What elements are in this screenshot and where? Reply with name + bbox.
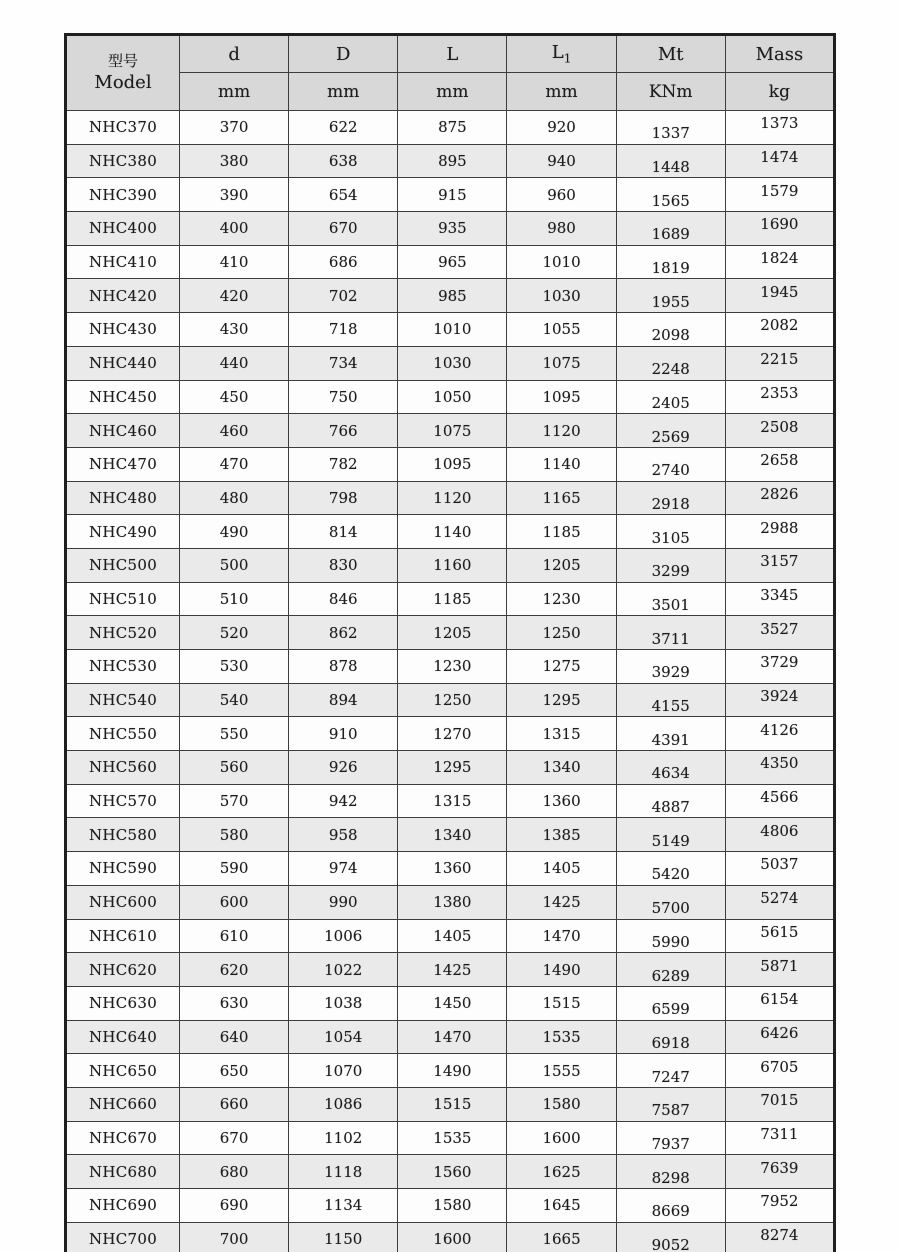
cell-D: 894 — [289, 683, 398, 717]
cell-model: NHC400 — [66, 212, 180, 246]
cell-model: NHC450 — [66, 380, 180, 414]
cell-d: 580 — [180, 818, 289, 852]
table-row — [66, 751, 835, 785]
cell-model: NHC700 — [66, 1222, 180, 1252]
header-row-labels — [66, 35, 835, 73]
spec-table-container — [64, 33, 836, 1252]
cell-d: 640 — [180, 1020, 289, 1054]
cell-D: 1038 — [289, 986, 398, 1020]
cell-d: 390 — [180, 178, 289, 212]
cell-L1: 980 — [507, 212, 616, 246]
cell-d: 420 — [180, 279, 289, 313]
cell-L1: 1315 — [507, 717, 616, 751]
table-row — [66, 212, 835, 246]
cell-D: 638 — [289, 144, 398, 178]
cell-Mt: 8298 — [616, 1155, 725, 1189]
cell-D: 910 — [289, 717, 398, 751]
cell-L1: 1665 — [507, 1222, 616, 1252]
cell-Mt: 1448 — [616, 144, 725, 178]
cell-d: 660 — [180, 1087, 289, 1121]
cell-Mass: 6426 — [725, 1020, 834, 1054]
cell-d: 430 — [180, 313, 289, 347]
cell-model: NHC590 — [66, 852, 180, 886]
table-row — [66, 1054, 835, 1088]
cell-D: 1086 — [289, 1087, 398, 1121]
cell-d: 440 — [180, 346, 289, 380]
cell-Mass: 3345 — [725, 582, 834, 616]
table-row — [66, 953, 835, 987]
cell-L1: 1140 — [507, 447, 616, 481]
cell-model: NHC620 — [66, 953, 180, 987]
cell-L: 1425 — [398, 953, 507, 987]
cell-D: 830 — [289, 548, 398, 582]
cell-Mass: 5615 — [725, 919, 834, 953]
cell-model: NHC500 — [66, 548, 180, 582]
cell-L1: 1230 — [507, 582, 616, 616]
table-row — [66, 784, 835, 818]
cell-Mass: 5871 — [725, 953, 834, 987]
table-row — [66, 1155, 835, 1189]
cell-D: 1134 — [289, 1189, 398, 1223]
cell-Mt: 1819 — [616, 245, 725, 279]
cell-d: 500 — [180, 548, 289, 582]
cell-L1: 1275 — [507, 650, 616, 684]
cell-d: 590 — [180, 852, 289, 886]
unit-Mt: KNm — [616, 73, 725, 111]
cell-Mass: 5037 — [725, 852, 834, 886]
cell-D: 958 — [289, 818, 398, 852]
cell-Mt: 3299 — [616, 548, 725, 582]
cell-L1: 1055 — [507, 313, 616, 347]
cell-Mass: 4566 — [725, 784, 834, 818]
cell-L: 1535 — [398, 1121, 507, 1155]
cell-D: 766 — [289, 414, 398, 448]
cell-D: 702 — [289, 279, 398, 313]
cell-d: 670 — [180, 1121, 289, 1155]
cell-Mt: 2569 — [616, 414, 725, 448]
cell-Mt: 3929 — [616, 650, 725, 684]
cell-L1: 1555 — [507, 1054, 616, 1088]
cell-Mass: 2082 — [725, 313, 834, 347]
table-row — [66, 380, 835, 414]
cell-L: 935 — [398, 212, 507, 246]
cell-D: 1102 — [289, 1121, 398, 1155]
cell-D: 942 — [289, 784, 398, 818]
cell-D: 654 — [289, 178, 398, 212]
cell-L1: 1490 — [507, 953, 616, 987]
cell-model: NHC370 — [66, 111, 180, 145]
cell-Mt: 4391 — [616, 717, 725, 751]
table-row — [66, 245, 835, 279]
cell-Mass: 3157 — [725, 548, 834, 582]
cell-Mass: 1373 — [725, 111, 834, 145]
cell-L1: 1120 — [507, 414, 616, 448]
cell-Mass: 4806 — [725, 818, 834, 852]
unit-D: mm — [289, 73, 398, 111]
cell-d: 610 — [180, 919, 289, 953]
table-row — [66, 919, 835, 953]
cell-L: 1050 — [398, 380, 507, 414]
cell-L: 1185 — [398, 582, 507, 616]
cell-D: 1070 — [289, 1054, 398, 1088]
cell-Mt: 9052 — [616, 1222, 725, 1252]
cell-d: 510 — [180, 582, 289, 616]
table-row — [66, 986, 835, 1020]
cell-model: NHC460 — [66, 414, 180, 448]
cell-L1: 1625 — [507, 1155, 616, 1189]
cell-model: NHC680 — [66, 1155, 180, 1189]
cell-Mass: 2658 — [725, 447, 834, 481]
unit-d: mm — [180, 73, 289, 111]
table-row — [66, 1222, 835, 1252]
table-row — [66, 111, 835, 145]
cell-L: 1600 — [398, 1222, 507, 1252]
cell-Mass: 1690 — [725, 212, 834, 246]
cell-Mass: 3729 — [725, 650, 834, 684]
cell-model: NHC610 — [66, 919, 180, 953]
cell-L1: 1185 — [507, 515, 616, 549]
unit-L: mm — [398, 73, 507, 111]
table-header — [66, 35, 835, 111]
cell-d: 630 — [180, 986, 289, 1020]
header-row-units — [66, 73, 835, 111]
cell-Mt: 4887 — [616, 784, 725, 818]
cell-Mt: 4634 — [616, 751, 725, 785]
cell-model: NHC510 — [66, 582, 180, 616]
cell-model: NHC630 — [66, 986, 180, 1020]
cell-d: 450 — [180, 380, 289, 414]
cell-Mt: 7587 — [616, 1087, 725, 1121]
unit-L1: mm — [507, 73, 616, 111]
table-row — [66, 717, 835, 751]
cell-model: NHC420 — [66, 279, 180, 313]
cell-Mt: 6289 — [616, 953, 725, 987]
cell-Mass: 1824 — [725, 245, 834, 279]
cell-D: 1150 — [289, 1222, 398, 1252]
cell-d: 370 — [180, 111, 289, 145]
cell-Mass: 2353 — [725, 380, 834, 414]
cell-L: 1230 — [398, 650, 507, 684]
cell-L: 1160 — [398, 548, 507, 582]
cell-model: NHC550 — [66, 717, 180, 751]
cell-L1: 1095 — [507, 380, 616, 414]
cell-Mt: 5700 — [616, 885, 725, 919]
table-row — [66, 447, 835, 481]
cell-model: NHC520 — [66, 616, 180, 650]
cell-L1: 1295 — [507, 683, 616, 717]
cell-Mt: 5149 — [616, 818, 725, 852]
cell-Mt: 1955 — [616, 279, 725, 313]
cell-L1: 1385 — [507, 818, 616, 852]
header-L: L — [398, 35, 507, 73]
cell-Mass: 7311 — [725, 1121, 834, 1155]
cell-Mt: 7247 — [616, 1054, 725, 1088]
unit-Mass: kg — [725, 73, 834, 111]
table-row — [66, 616, 835, 650]
cell-L: 1450 — [398, 986, 507, 1020]
cell-L: 985 — [398, 279, 507, 313]
header-L1-subscript: 1 — [563, 51, 572, 66]
cell-model: NHC600 — [66, 885, 180, 919]
cell-d: 540 — [180, 683, 289, 717]
table-row — [66, 279, 835, 313]
cell-d: 680 — [180, 1155, 289, 1189]
cell-model: NHC530 — [66, 650, 180, 684]
cell-model: NHC570 — [66, 784, 180, 818]
cell-L: 1205 — [398, 616, 507, 650]
cell-model: NHC670 — [66, 1121, 180, 1155]
cell-model: NHC560 — [66, 751, 180, 785]
cell-Mass: 3527 — [725, 616, 834, 650]
table-row — [66, 1087, 835, 1121]
cell-d: 520 — [180, 616, 289, 650]
table-row — [66, 414, 835, 448]
cell-d: 410 — [180, 245, 289, 279]
cell-Mass: 3924 — [725, 683, 834, 717]
table-row — [66, 885, 835, 919]
table-row — [66, 346, 835, 380]
cell-D: 718 — [289, 313, 398, 347]
cell-Mt: 5990 — [616, 919, 725, 953]
header-model-cn: 型号 — [107, 51, 138, 70]
cell-L: 1250 — [398, 683, 507, 717]
cell-Mass: 7639 — [725, 1155, 834, 1189]
cell-L: 1120 — [398, 481, 507, 515]
cell-model: NHC390 — [66, 178, 180, 212]
table-row — [66, 178, 835, 212]
cell-Mass: 4350 — [725, 751, 834, 785]
cell-L: 1140 — [398, 515, 507, 549]
cell-Mass: 5274 — [725, 885, 834, 919]
cell-D: 798 — [289, 481, 398, 515]
cell-model: NHC490 — [66, 515, 180, 549]
cell-L1: 1010 — [507, 245, 616, 279]
cell-Mt: 2740 — [616, 447, 725, 481]
cell-D: 878 — [289, 650, 398, 684]
cell-d: 560 — [180, 751, 289, 785]
cell-L: 1340 — [398, 818, 507, 852]
cell-Mt: 5420 — [616, 852, 725, 886]
cell-L: 1270 — [398, 717, 507, 751]
table-row — [66, 650, 835, 684]
cell-D: 990 — [289, 885, 398, 919]
cell-L: 1380 — [398, 885, 507, 919]
cell-D: 974 — [289, 852, 398, 886]
cell-D: 782 — [289, 447, 398, 481]
cell-L: 1515 — [398, 1087, 507, 1121]
cell-L: 915 — [398, 178, 507, 212]
cell-Mass: 2988 — [725, 515, 834, 549]
table-row — [66, 313, 835, 347]
header-Mt: Mt — [616, 35, 725, 73]
cell-d: 550 — [180, 717, 289, 751]
cell-L1: 960 — [507, 178, 616, 212]
cell-D: 1022 — [289, 953, 398, 987]
table-row — [66, 1020, 835, 1054]
header-d: d — [180, 35, 289, 73]
cell-D: 750 — [289, 380, 398, 414]
table-row — [66, 852, 835, 886]
table-row — [66, 1189, 835, 1223]
cell-Mt: 3501 — [616, 582, 725, 616]
cell-L: 1405 — [398, 919, 507, 953]
cell-D: 1054 — [289, 1020, 398, 1054]
cell-L1: 1580 — [507, 1087, 616, 1121]
cell-model: NHC440 — [66, 346, 180, 380]
cell-L: 1075 — [398, 414, 507, 448]
cell-d: 470 — [180, 447, 289, 481]
table-row — [66, 1121, 835, 1155]
cell-Mass: 1945 — [725, 279, 834, 313]
cell-D: 926 — [289, 751, 398, 785]
cell-Mass: 2215 — [725, 346, 834, 380]
cell-Mt: 1337 — [616, 111, 725, 145]
cell-L1: 1030 — [507, 279, 616, 313]
header-Mass: Mass — [725, 35, 834, 73]
cell-L: 1295 — [398, 751, 507, 785]
cell-model: NHC650 — [66, 1054, 180, 1088]
cell-L1: 1600 — [507, 1121, 616, 1155]
cell-Mt: 3105 — [616, 515, 725, 549]
cell-model: NHC380 — [66, 144, 180, 178]
table-row — [66, 582, 835, 616]
cell-model: NHC430 — [66, 313, 180, 347]
cell-Mt: 1689 — [616, 212, 725, 246]
cell-Mass: 1474 — [725, 144, 834, 178]
cell-L: 895 — [398, 144, 507, 178]
cell-model: NHC470 — [66, 447, 180, 481]
cell-D: 814 — [289, 515, 398, 549]
cell-d: 620 — [180, 953, 289, 987]
cell-L1: 1425 — [507, 885, 616, 919]
cell-L: 1560 — [398, 1155, 507, 1189]
cell-Mt: 2248 — [616, 346, 725, 380]
cell-L1: 1405 — [507, 852, 616, 886]
cell-model: NHC660 — [66, 1087, 180, 1121]
cell-D: 846 — [289, 582, 398, 616]
cell-Mt: 8669 — [616, 1189, 725, 1223]
table-row — [66, 548, 835, 582]
cell-model: NHC690 — [66, 1189, 180, 1223]
cell-d: 530 — [180, 650, 289, 684]
cell-d: 570 — [180, 784, 289, 818]
cell-d: 690 — [180, 1189, 289, 1223]
table-body — [66, 111, 835, 1252]
header-L1: $L_1$ — [507, 35, 616, 73]
table-row — [66, 683, 835, 717]
cell-Mass: 4126 — [725, 717, 834, 751]
cell-D: 670 — [289, 212, 398, 246]
cell-Mt: 2405 — [616, 380, 725, 414]
cell-D: 1006 — [289, 919, 398, 953]
cell-Mass: 2508 — [725, 414, 834, 448]
cell-L: 1580 — [398, 1189, 507, 1223]
cell-L: 1095 — [398, 447, 507, 481]
cell-L1: 920 — [507, 111, 616, 145]
table-row — [66, 515, 835, 549]
table-row — [66, 144, 835, 178]
cell-L1: 1645 — [507, 1189, 616, 1223]
cell-d: 600 — [180, 885, 289, 919]
cell-model: NHC580 — [66, 818, 180, 852]
header-model — [66, 35, 180, 111]
cell-L: 1030 — [398, 346, 507, 380]
cell-Mass: 1579 — [725, 178, 834, 212]
cell-Mt: 7937 — [616, 1121, 725, 1155]
table-row — [66, 818, 835, 852]
cell-model: NHC540 — [66, 683, 180, 717]
cell-L1: 1535 — [507, 1020, 616, 1054]
cell-L1: 1360 — [507, 784, 616, 818]
cell-Mt: 2918 — [616, 481, 725, 515]
cell-L: 1360 — [398, 852, 507, 886]
cell-L1: 1250 — [507, 616, 616, 650]
cell-D: 734 — [289, 346, 398, 380]
cell-L1: 1205 — [507, 548, 616, 582]
cell-Mass: 2826 — [725, 481, 834, 515]
cell-Mass: 7015 — [725, 1087, 834, 1121]
header-model-en: Model — [94, 71, 152, 93]
cell-d: 650 — [180, 1054, 289, 1088]
cell-D: 862 — [289, 616, 398, 650]
cell-Mass: 8274 — [725, 1222, 834, 1252]
cell-L1: 1165 — [507, 481, 616, 515]
cell-L1: 1470 — [507, 919, 616, 953]
cell-Mt: 1565 — [616, 178, 725, 212]
cell-L: 965 — [398, 245, 507, 279]
cell-d: 700 — [180, 1222, 289, 1252]
cell-d: 480 — [180, 481, 289, 515]
cell-D: 622 — [289, 111, 398, 145]
cell-d: 490 — [180, 515, 289, 549]
cell-model: NHC640 — [66, 1020, 180, 1054]
cell-Mt: 2098 — [616, 313, 725, 347]
cell-L1: 1075 — [507, 346, 616, 380]
cell-L: 1010 — [398, 313, 507, 347]
cell-D: 1118 — [289, 1155, 398, 1189]
cell-L: 1470 — [398, 1020, 507, 1054]
cell-L1: 1340 — [507, 751, 616, 785]
cell-model: NHC480 — [66, 481, 180, 515]
cell-d: 380 — [180, 144, 289, 178]
cell-Mt: 6918 — [616, 1020, 725, 1054]
cell-L: 875 — [398, 111, 507, 145]
cell-Mt: 4155 — [616, 683, 725, 717]
header-D: D — [289, 35, 398, 73]
table-row — [66, 481, 835, 515]
cell-D: 686 — [289, 245, 398, 279]
cell-Mass: 6154 — [725, 986, 834, 1020]
cell-L1: 1515 — [507, 986, 616, 1020]
cell-Mt: 6599 — [616, 986, 725, 1020]
cell-Mt: 3711 — [616, 616, 725, 650]
cell-d: 400 — [180, 212, 289, 246]
cell-L: 1315 — [398, 784, 507, 818]
cell-model: NHC410 — [66, 245, 180, 279]
cell-L: 1490 — [398, 1054, 507, 1088]
cell-L1: 940 — [507, 144, 616, 178]
spec-table — [64, 33, 836, 1252]
cell-Mass: 7952 — [725, 1189, 834, 1223]
cell-d: 460 — [180, 414, 289, 448]
cell-Mass: 6705 — [725, 1054, 834, 1088]
